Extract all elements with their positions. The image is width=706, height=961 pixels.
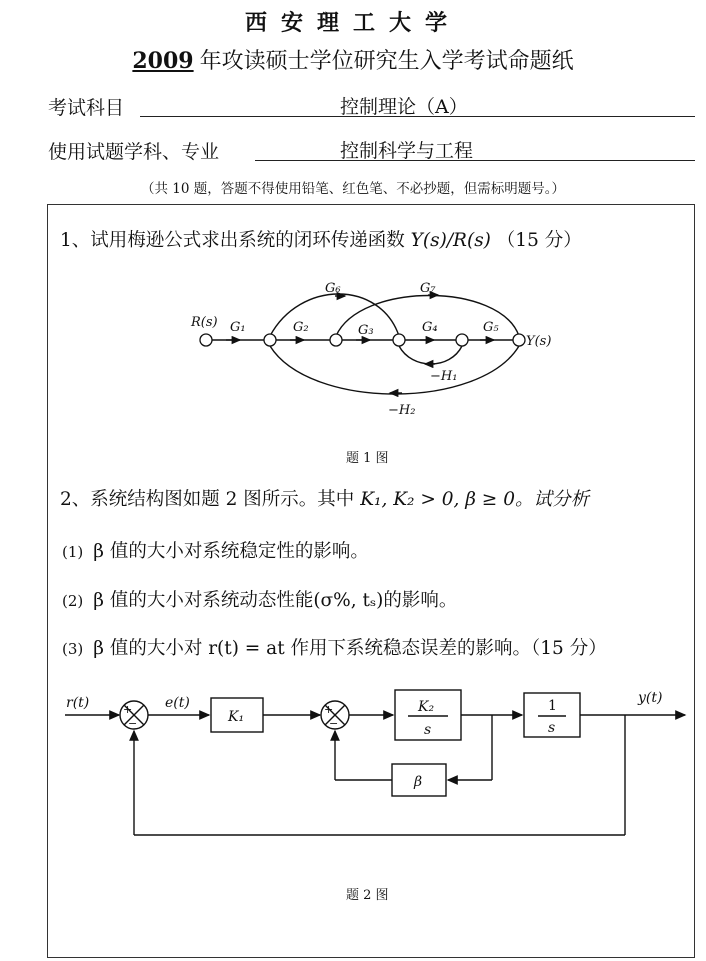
label-int-num: 1 — [548, 698, 557, 714]
label-r-t: r(t) — [66, 695, 90, 711]
label-beta: β — [414, 774, 423, 790]
part-2-text: β 值的大小对系统动态性能(σ%, tₛ)的影响。 — [93, 590, 458, 611]
part-1-number: (1) — [62, 543, 84, 561]
exam-note: （共 10 题，答题不得使用铅笔、红色笔、不必抄题，但需标明题号。） — [140, 181, 565, 197]
label-input: R(s) — [191, 315, 218, 330]
subject-label: 考试科目 — [48, 97, 125, 119]
label-y-t: y(t) — [638, 690, 663, 706]
label-int-den: s — [548, 720, 556, 736]
question-1-formula: Y(s)/R(s) — [410, 230, 491, 251]
label-k2: K₂ — [418, 699, 435, 715]
question-1-text: 1、试用梅逊公式求出系统的闭环传递函数 — [60, 230, 405, 251]
sign-minus-1: − — [128, 717, 138, 730]
major-value: 控制科学与工程 — [340, 140, 474, 162]
label-g6: G₆ — [325, 281, 341, 296]
exam-title-text: 年攻读硕士学位研究生入学考试命题纸 — [199, 49, 574, 74]
sign-minus-2: − — [329, 717, 339, 730]
question-2-text: 2、系统结构图如题 2 图所示。其中 — [60, 489, 355, 510]
part-3-text: β 值的大小对 r(t) = at 作用下系统稳态误差的影响。（15 分） — [93, 638, 607, 659]
label-g3: G₃ — [358, 323, 374, 338]
label-h2: −H₂ — [388, 403, 416, 418]
exam-year: 2009 — [132, 48, 194, 74]
label-k2-den: s — [424, 722, 432, 738]
label-g4: G₄ — [422, 320, 438, 335]
subject-value: 控制理论（A） — [340, 96, 468, 118]
question-2-condition: K₁, K₂ > 0, β ≥ 0。试分析 — [360, 489, 589, 510]
label-g5: G₅ — [483, 320, 499, 335]
figure-1-caption: 题 1 图 — [346, 451, 389, 466]
major-label: 使用试题学科、专业 — [48, 141, 220, 163]
part-2-number: (2) — [62, 592, 84, 610]
label-k1: K₁ — [228, 709, 245, 725]
label-g1: G₁ — [230, 320, 246, 335]
figure-2-caption: 题 2 图 — [346, 888, 389, 903]
label-h1: −H₁ — [430, 369, 458, 384]
label-g2: G₂ — [293, 320, 309, 335]
label-e-t: e(t) — [165, 695, 190, 711]
question-1-score: （15 分） — [496, 230, 582, 251]
sign-plus-2: + — [324, 703, 334, 716]
sign-plus-1: + — [123, 703, 133, 716]
part-1-text: β 值的大小对系统稳定性的影响。 — [93, 541, 369, 562]
label-output: Y(s) — [526, 334, 552, 349]
label-g7: G₇ — [420, 281, 436, 296]
university-name: 西安理工大学 — [244, 10, 461, 36]
part-3-number: (3) — [62, 640, 84, 658]
